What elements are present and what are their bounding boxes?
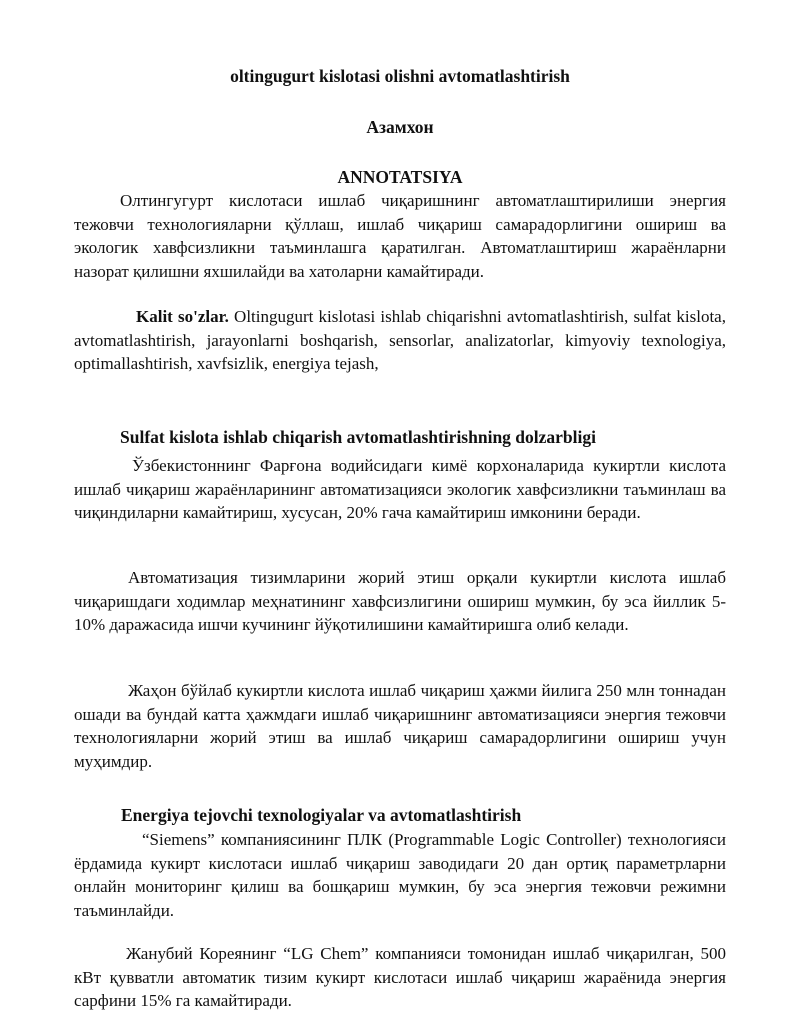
section2-paragraph-1: “Siemens” компаниясининг ПЛК (Programmable Logic Controller) технологияси ёрдамида кукирт кислотаси ишлаб чиқариш заводидаги 20 дан ортиқ параметрларни онлайн мониторинг қилиш ва бошқариш мумкин, бу эса энергия тежовчи режимни таъминлайди. (74, 830, 726, 920)
section1-paragraph-1: Ўзбекистоннинг Фарғона водийсидаги кимё корхоналарида кукиртли кислота ишлаб чиқариш жараёнларининг автоматизацияси экологик хавфсизликни таъминлаш ва чиқиндиларни камайтириш, хусусан, 20% гача камайтириш имконини беради. (74, 456, 726, 522)
section1-paragraph-3: Жаҳон бўйлаб кукиртли кислота ишлаб чиқариш ҳажми йилига 250 млн тоннадан ошади ва бундай катта ҳажмдаги ишлаб чиқаришнинг автоматизацияси энергия тежовчи технологияларни жорий этиш ва ишлаб чиқариш самарадорлигини ошириш учун муҳимдир. (74, 681, 726, 771)
keywords-paragraph (74, 305, 726, 376)
keywords-label: Kalit so'zlar. (136, 307, 229, 326)
section-heading-relevance: Sulfat kislota ishlab chiqarish avtomatlashtirishning dolzarbligi (120, 427, 596, 447)
section-heading-energy: Energiya tejovchi texnologiyalar va avtomatlashtirish (121, 805, 522, 825)
keywords-text: Oltingugurt kislotasi ishlab chiqarishni avtomatlashtirish, sulfat kislota, avtomatlashtirish, jarayonlarni boshqarish, sensorlar, analizatorlar, kimyoviy texnologiya, optimallashtirish, xavfsizlik, energiya tejash, (74, 307, 726, 373)
abstract-paragraph: Олтингугурт кислотаси ишлаб чиқаришнинг автоматлаштирилиши энергия тежовчи технологияларни қўллаш, ишлаб чиқариш самарадорлигини ошириш ва экологик хавфсизликни таъминлашга қаратилган. Автоматлаштириш жараёнларни назорат қилишни яхшилайди ва хатоларни камайтиради. (74, 191, 726, 281)
document-title: oltingugurt kislotasi olishni avtomatlashtirish (230, 66, 570, 86)
section2-paragraph-2: Жанубий Кореянинг “LG Chem” компанияси томонидан ишлаб чиқарилган, 500 кВт қувватли автоматик тизим кукирт кислотаси ишлаб чиқариш жараёнида энергия сарфини 15% га камайтиради. (74, 944, 726, 1010)
author-name: Азамхон (366, 117, 434, 137)
abstract-heading: ANNOTATSIYA (337, 167, 463, 187)
section1-paragraph-2: Автоматизация тизимларини жорий этиш орқали кукиртли кислота ишлаб чиқаришдаги ходимлар меҳнатининг хавфсизлигини ошириш мумкин, бу эса йиллик 5-10% даражасида ишчи кучининг йўқотилишини камайтиришга олиб келади. (74, 568, 726, 634)
